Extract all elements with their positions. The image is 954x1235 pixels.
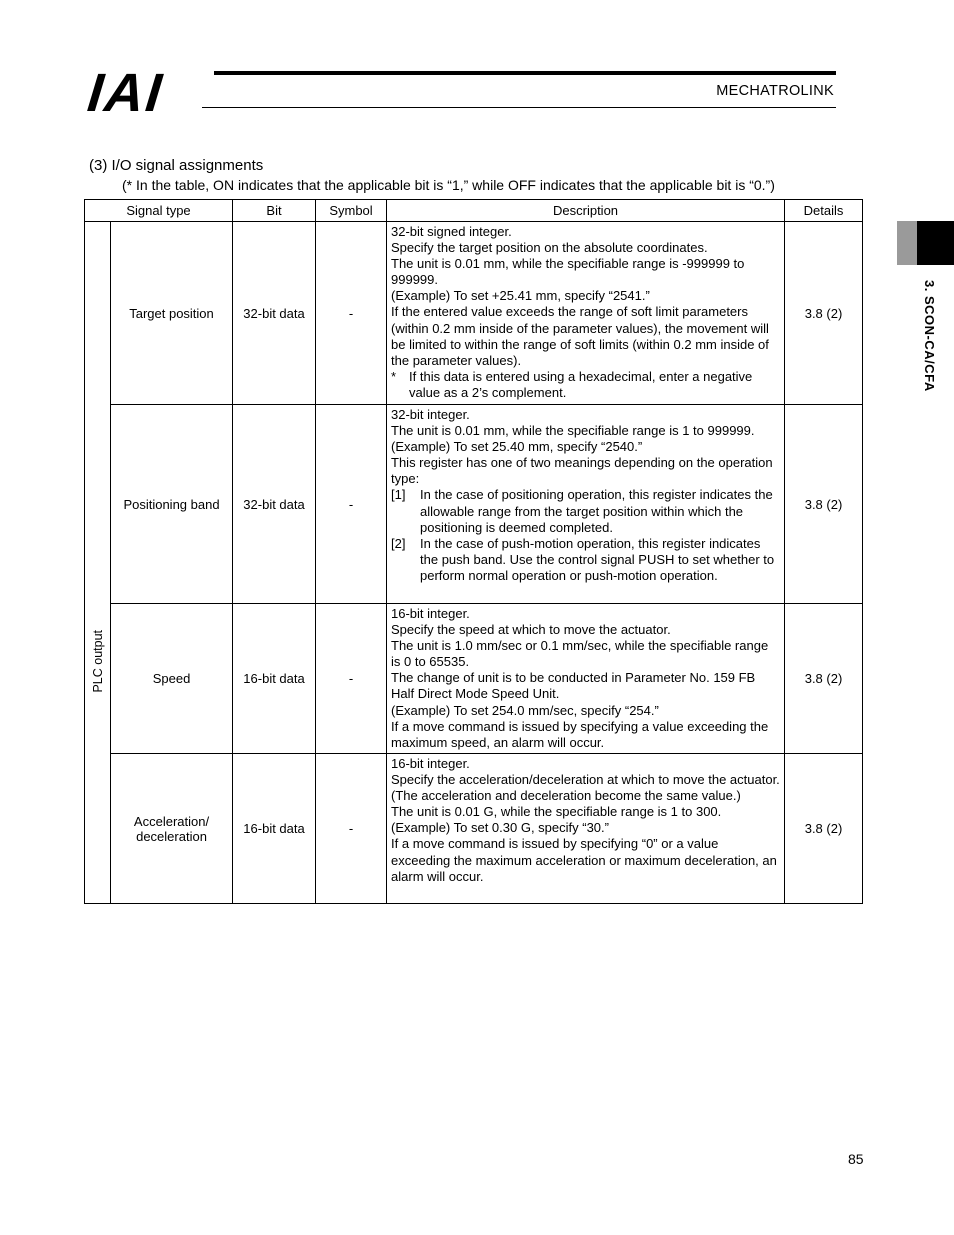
group-cell	[85, 222, 111, 904]
description-line: (Example) To set 0.30 G, specify “30.”	[391, 820, 609, 836]
signal-type-cell	[111, 754, 233, 904]
table-row	[85, 604, 863, 754]
section-title: (3) I/O signal assignments	[89, 157, 264, 174]
list-item	[391, 487, 780, 535]
chapter-tab-black	[917, 221, 954, 265]
table-header-row	[85, 200, 863, 222]
symbol-cell: -	[316, 222, 387, 405]
details-cell: 3.8 (2)	[785, 604, 863, 754]
description-line: Specify the target position on the absolute coordinates.	[391, 240, 708, 256]
description-line: 32-bit integer.	[391, 407, 470, 422]
description-line: If a move command is issued by specifying a value exceeding the maximum speed, an alarm will occur.	[391, 718, 769, 750]
description-line: The unit is 0.01 mm, while the specifiable range is -999999 to 999999.	[391, 256, 745, 288]
description-line: 16-bit integer.	[391, 756, 470, 771]
description-cell	[387, 405, 785, 604]
list-item-mark: [1]	[391, 487, 406, 503]
note-text: If this data is entered using a hexadecimal, enter a negative value as a 2’s complement.	[409, 368, 753, 400]
group-label: PLC output	[90, 629, 105, 693]
bit-cell: 32-bit data	[233, 222, 316, 405]
description-note	[391, 369, 780, 401]
header-product-name: MECHATROLINK	[716, 83, 834, 99]
description-line: Specify the speed at which to move the actuator.	[391, 622, 671, 638]
list-item	[391, 536, 780, 584]
description-line: (Example) To set 254.0 mm/sec, specify “254.”	[391, 702, 659, 718]
signal-type-cell: Target position	[111, 222, 233, 405]
symbol-cell: -	[316, 405, 387, 604]
description-line: (Example) To set 25.40 mm, specify “2540.”	[391, 439, 643, 455]
header-bit: Bit	[233, 200, 316, 222]
description-line: If the entered value exceeds the range of soft limit parameters (within 0.2 mm inside of the parameter values), the movement will be limited to within the range of soft limits (within 0.2 mm inside of the parameter values).	[391, 304, 769, 368]
description-line: If a move command is issued by specifying “0” or a value exceeding the maximum acceleration or maximum deceleration, an alarm will occur.	[391, 836, 777, 884]
description-line: Specify the acceleration/deceleration at which to move the actuator. (The acceleration and deceleration become the same value.)	[391, 772, 780, 804]
section-note: (* In the table, ON indicates that the applicable bit is “1,” while OFF indicates that the applicable bit is “0.”)	[122, 177, 775, 193]
list-item-text: In the case of push-motion operation, this register indicates the push band. Use the control signal PUSH to set whether to perform normal operation or push-motion operation.	[420, 535, 775, 583]
details-cell: 3.8 (2)	[785, 405, 863, 604]
description-line: This register has one of two meanings depending on the operation type:	[391, 455, 773, 487]
symbol-cell: -	[316, 604, 387, 754]
note-mark: *	[391, 368, 397, 384]
logo: IAI	[84, 63, 167, 123]
list-item-text: In the case of positioning operation, this register indicates the allowable range from the target position within which the positioning is deemed completed.	[420, 487, 773, 535]
list-item-mark: [2]	[391, 535, 406, 551]
description-line: 32-bit signed integer.	[391, 224, 512, 239]
bit-cell: 16-bit data	[233, 604, 316, 754]
description-line: The unit is 0.01 G, while the specifiable range is 1 to 300.	[391, 804, 722, 820]
chapter-tab-gray	[897, 221, 917, 265]
description-line: 16-bit integer.	[391, 606, 470, 621]
bit-cell: 16-bit data	[233, 754, 316, 904]
details-cell: 3.8 (2)	[785, 222, 863, 405]
bit-cell: 32-bit data	[233, 405, 316, 604]
page-number: 85	[848, 1151, 864, 1167]
description-line: The unit is 1.0 mm/sec or 0.1 mm/sec, while the specifiable range is 0 to 65535.	[391, 638, 769, 670]
header-signal-type: Signal type	[85, 200, 233, 222]
description-cell	[387, 222, 785, 405]
header-symbol: Symbol	[316, 200, 387, 222]
symbol-cell: -	[316, 754, 387, 904]
table-row	[85, 405, 863, 604]
header-details: Details	[785, 200, 863, 222]
table-row	[85, 222, 863, 405]
signal-type-cell: Speed	[111, 604, 233, 754]
description-cell	[387, 604, 785, 754]
table-row	[85, 754, 863, 904]
description-line: The change of unit is to be conducted in Parameter No. 159 FB Half Direct Mode Speed Unit.	[391, 670, 756, 702]
header-rule-thick	[214, 71, 836, 75]
description-cell	[387, 754, 785, 904]
io-signal-table	[84, 199, 863, 904]
signal-type-line: deceleration	[136, 828, 207, 844]
signal-type-cell: Positioning band	[111, 405, 233, 604]
chapter-side-label: 3. SCON-CA/CFA	[922, 280, 937, 392]
header-rule-thin	[202, 107, 836, 108]
details-cell: 3.8 (2)	[785, 754, 863, 904]
signal-type-line: Acceleration/	[133, 813, 210, 829]
description-line: (Example) To set +25.41 mm, specify “2541.”	[391, 288, 650, 304]
description-line: The unit is 0.01 mm, while the specifiable range is 1 to 999999.	[391, 423, 755, 439]
header-description: Description	[387, 200, 785, 222]
